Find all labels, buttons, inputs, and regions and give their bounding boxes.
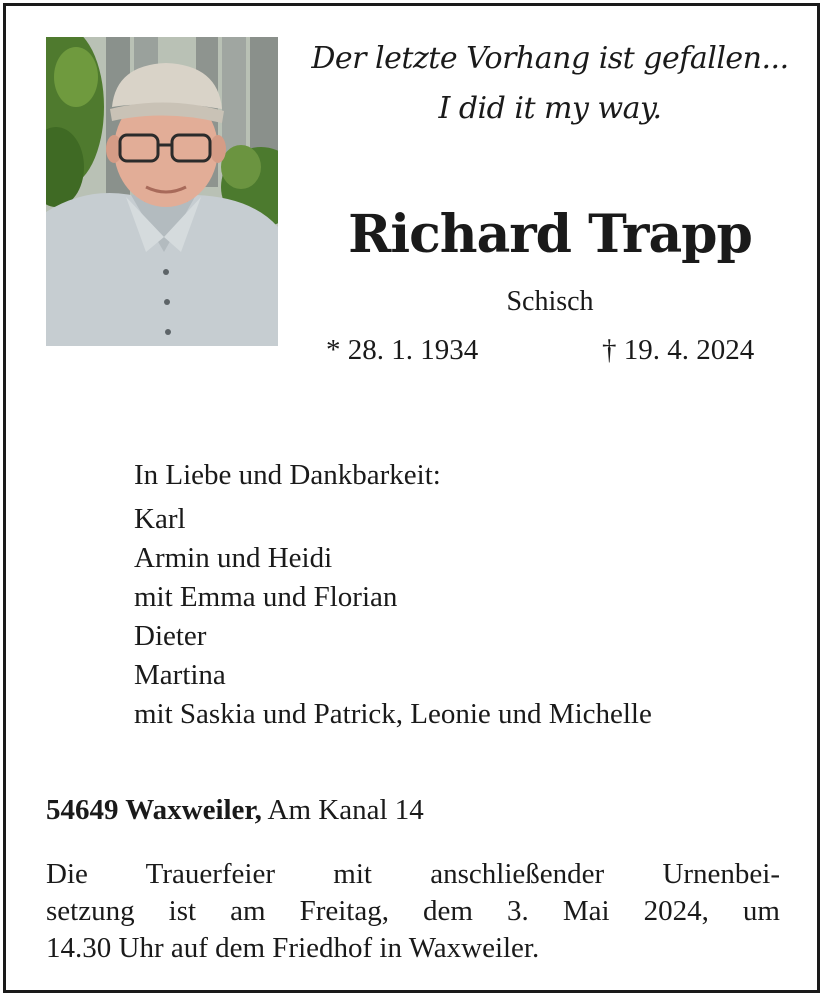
birth-date: * 28. 1. 1934 — [326, 334, 479, 366]
death-date: † 19. 4. 2024 — [602, 334, 755, 366]
service-line-1: Die Trauerfeier mit anschließender Urnenbei- — [46, 858, 780, 890]
mourner-name: Armin und Heidi — [134, 542, 333, 574]
address-street: Am Kanal 14 — [267, 794, 424, 826]
service-line-2: setzung ist am Freitag, dem 3. Mai 2024, um — [46, 895, 780, 927]
motto-line-1: Der letzte Vorhang ist gefallen... — [311, 41, 789, 76]
motto — [290, 34, 810, 134]
mourner-name: mit Emma und Florian — [134, 581, 398, 613]
portrait-photo — [46, 37, 278, 346]
mourner-name: Dieter — [134, 620, 207, 652]
mourner-name: mit Saskia und Patrick, Leonie und Michelle — [134, 698, 652, 730]
mourners-intro: In Liebe und Dankbarkeit: — [134, 459, 441, 491]
address — [46, 791, 424, 829]
deceased-name: Richard Trapp — [348, 204, 752, 265]
mourners-list — [134, 456, 652, 734]
mourner-name: Karl — [134, 503, 186, 535]
mourner-name: Martina — [134, 659, 226, 691]
motto-line-2: I did it my way. — [438, 91, 662, 126]
address-place: 54649 Waxweiler, — [46, 794, 262, 826]
service-info — [46, 856, 780, 967]
deceased-nickname: Schisch — [506, 286, 594, 317]
service-line-3: 14.30 Uhr auf dem Friedhof in Waxweiler. — [46, 932, 540, 964]
